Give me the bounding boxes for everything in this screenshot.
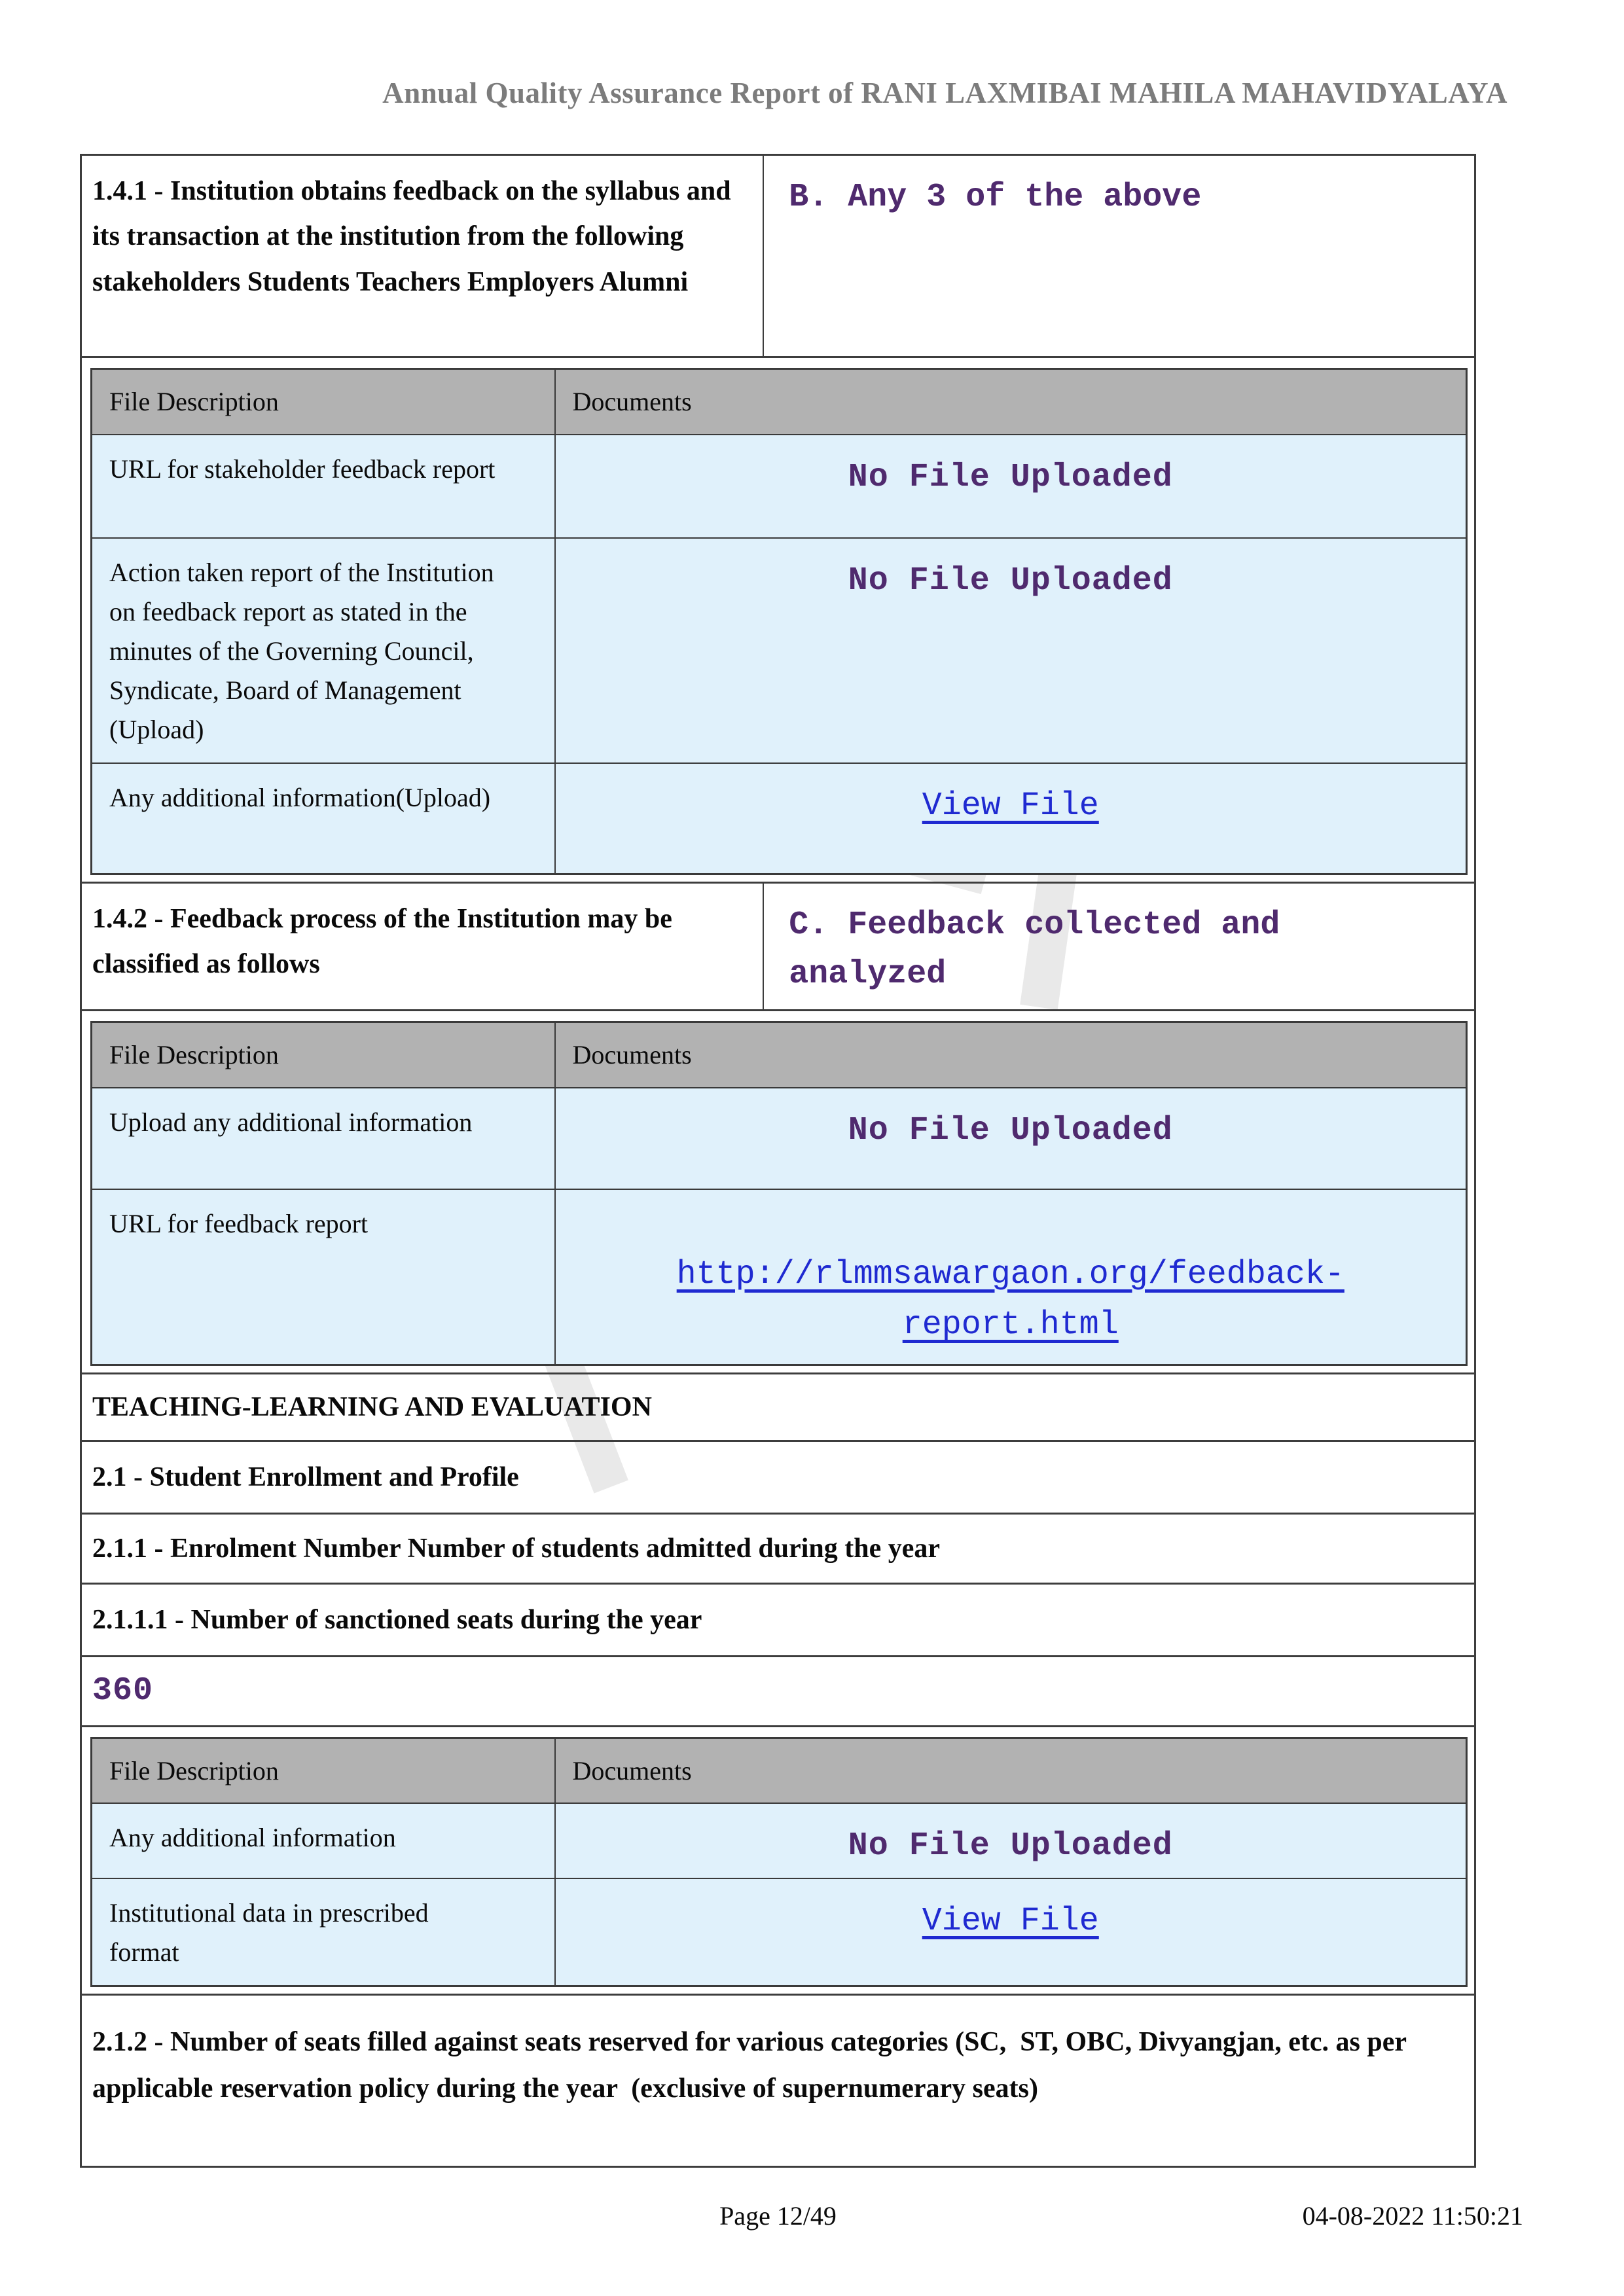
table-row [92, 1189, 1467, 1365]
document-cell [555, 1189, 1467, 1365]
page-number: Page 12/49 [719, 2201, 837, 2231]
file-table [90, 368, 1468, 875]
value-row-2-1-1-1 [82, 1657, 1474, 1727]
file-description-cell: Institutional data in prescribed format [92, 1878, 555, 1986]
column-file-description: File Description [92, 369, 555, 435]
footer-datetime: 04-08-2022 11:50:21 [1302, 2201, 1523, 2231]
file-description-cell: Any additional information(Upload) [92, 763, 555, 874]
column-file-description: File Description [92, 1022, 555, 1088]
file-table [90, 1737, 1468, 1988]
file-table-header-row [92, 369, 1467, 435]
document-cell [555, 1088, 1467, 1189]
no-file-uploaded-text: No File Uploaded [848, 1111, 1173, 1149]
file-table [90, 1021, 1468, 1366]
files-section-1-4-2 [82, 1011, 1474, 1374]
table-row [92, 1803, 1467, 1878]
files-section-2-1-1-1 [82, 1727, 1474, 1996]
files-section-1-4-1 [82, 358, 1474, 884]
view-file-link[interactable]: View File [922, 1903, 1099, 1940]
document-cell [555, 763, 1467, 874]
report-table [80, 154, 1476, 2168]
sanctioned-seats-value: 360 [92, 1672, 154, 1710]
table-row [92, 435, 1467, 538]
table-row [92, 763, 1467, 874]
answer-1-4-1: B. Any 3 of the above [789, 179, 1202, 216]
file-description-cell: Any additional information [92, 1803, 555, 1878]
file-table-header-row [92, 1022, 1467, 1088]
section-heading-teaching-learning: TEACHING-LEARNING AND EVALUATION [82, 1374, 1474, 1442]
document-cell [555, 1878, 1467, 1986]
no-file-uploaded-text: No File Uploaded [848, 562, 1173, 600]
no-file-uploaded-text: No File Uploaded [848, 1827, 1173, 1865]
answer-1-4-2: C. Feedback collected and analyzed [789, 906, 1280, 993]
question-1-4-1: 1.4.1 - Institution obtains feedback on the syllabus and its transaction at the institution from the following stakeholders Students Teachers Employers Alumni [82, 156, 764, 356]
document-cell [555, 435, 1467, 538]
page-title: Annual Quality Assurance Report of RANI LAXMIBAI MAHILA MAHAVIDYALAYA [382, 77, 1507, 109]
qa-row-1-4-1 [82, 156, 1474, 358]
column-file-description: File Description [92, 1738, 555, 1803]
question-1-4-2: 1.4.2 - Feedback process of the Institution may be classified as follows [82, 884, 764, 1009]
file-description-cell: URL for stakeholder feedback report [92, 435, 555, 538]
heading-2-1-2: 2.1.2 - Number of seats filled against seats reserved for various categories (SC, ST, OBC, Divyangjan, etc. as per applicable reservation policy during the year (exclusive of supernumerary seats) [92, 2027, 1413, 2104]
feedback-report-url-link[interactable]: http://rlmmsawargaon.org/feedback-report.html [676, 1255, 1344, 1344]
file-description-cell: URL for feedback report [92, 1189, 555, 1365]
heading-2-1-1-1: 2.1.1.1 - Number of sanctioned seats during the year [82, 1585, 1474, 1657]
document-cell [555, 538, 1467, 763]
file-description-cell: Action taken report of the Institution on feedback report as stated in the minutes of the Governing Council, Syndicate, Board of Management (Upload) [92, 538, 555, 763]
no-file-uploaded-text: No File Uploaded [848, 458, 1173, 496]
document-cell [555, 1803, 1467, 1878]
table-row [92, 1088, 1467, 1189]
page-footer [80, 2200, 1523, 2231]
column-documents: Documents [555, 1738, 1467, 1803]
view-file-link[interactable]: View File [922, 787, 1099, 825]
heading-2-1: 2.1 - Student Enrollment and Profile [82, 1442, 1474, 1515]
file-description-cell: Upload any additional information [92, 1088, 555, 1189]
qa-row-1-4-2 [82, 884, 1474, 1011]
table-row [92, 538, 1467, 763]
column-documents: Documents [555, 1022, 1467, 1088]
file-table-header-row [92, 1738, 1467, 1803]
table-row [92, 1878, 1467, 1986]
column-documents: Documents [555, 369, 1467, 435]
heading-2-1-1: 2.1.1 - Enrolment Number Number of students admitted during the year [82, 1515, 1474, 1585]
